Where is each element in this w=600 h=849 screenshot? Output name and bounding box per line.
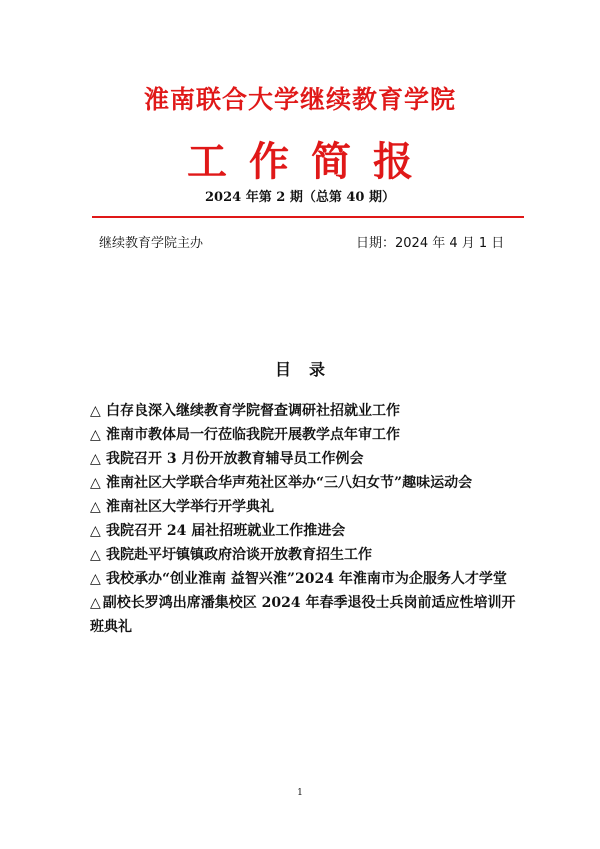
toc-item[interactable] (90, 447, 520, 471)
toc-item-text: 我院召开 3 月份开放教育辅导员工作例会 (106, 451, 364, 467)
triangle-bullet-icon: △ (90, 595, 101, 611)
toc-item-text: 淮南社区大学联合华声苑社区举办“三八妇女节”趣味运动会 (106, 475, 473, 491)
toc-item-text: 副校长罗鸿出席潘集校区 2024 年春季退役士兵岗前适应性培训开班典礼 (90, 595, 516, 635)
sponsor-label: 继续教育学院主办 (99, 236, 204, 251)
toc-item[interactable] (90, 543, 520, 567)
org-title: 淮南联合大学继续教育学院 (143, 85, 456, 114)
red-divider (92, 216, 524, 218)
triangle-bullet-icon: △ (90, 403, 101, 419)
toc-item[interactable] (90, 471, 520, 495)
triangle-bullet-icon: △ (90, 547, 101, 563)
bulletin-title: 工作简报 (187, 139, 435, 185)
toc-item[interactable] (90, 567, 520, 591)
issue-date: 日期：2024 年 4 月 1 日 (356, 236, 505, 251)
toc-item[interactable] (90, 519, 520, 543)
toc-item-text: 淮南社区大学举行开学典礼 (106, 499, 274, 515)
page-number: 1 (297, 788, 303, 798)
toc-item-text: 我校承办“创业淮南 益智兴淮”2024 年淮南市为企服务人才学堂 (106, 571, 507, 587)
triangle-bullet-icon: △ (90, 475, 101, 491)
triangle-bullet-icon: △ (90, 499, 101, 515)
toc-item-text: 白存良深入继续教育学院督查调研社招就业工作 (106, 403, 400, 419)
toc-item[interactable] (90, 495, 520, 519)
toc-item-text: 我院召开 24 届社招班就业工作推进会 (106, 523, 346, 539)
toc-item-text: 我院赴平圩镇镇政府洽谈开放教育招生工作 (106, 547, 372, 563)
toc-item[interactable] (90, 591, 520, 639)
toc-item[interactable] (90, 423, 520, 447)
issue-number: 2024 年第 2 期（总第 40 期） (205, 190, 395, 205)
triangle-bullet-icon: △ (90, 571, 101, 587)
triangle-bullet-icon: △ (90, 427, 101, 443)
triangle-bullet-icon: △ (90, 523, 101, 539)
toc-item-text: 淮南市教体局一行莅临我院开展教学点年审工作 (106, 427, 400, 443)
toc-item[interactable] (90, 399, 520, 423)
triangle-bullet-icon: △ (90, 451, 101, 467)
toc-heading: 目录 (274, 360, 343, 379)
table-of-contents (90, 399, 520, 639)
